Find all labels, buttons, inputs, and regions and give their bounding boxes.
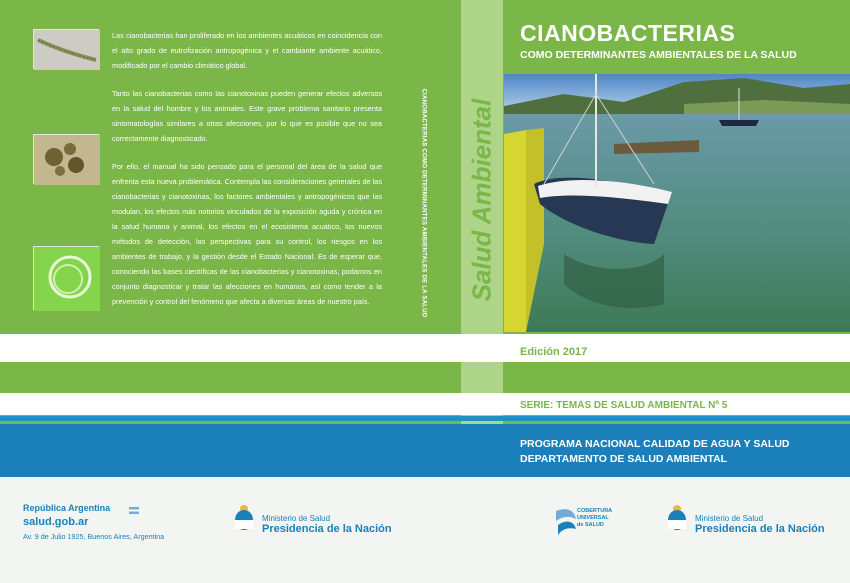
- spine-title-text: CIANOBACTERIAS COMO DETERMINANTES AMBIENTALES DE LA SALUD: [420, 88, 428, 318]
- programa-label: [520, 437, 790, 467]
- back-paragraph-1: Las cianobacterias han proliferado en los ambientes acuáticos en coincidencia con el alto grado de eutrofización antropogénica y el cambiante ambiente acuático, modificado por el cambio climático global.: [112, 31, 382, 70]
- cobertura-text: [577, 508, 612, 529]
- edition-label: Edición 2017: [520, 346, 588, 358]
- microscopy-image-spiral: [33, 246, 99, 310]
- spine-series-text: Salud Ambiental: [466, 98, 497, 302]
- cobertura-line-3: de SALUD: [577, 522, 604, 528]
- website-link[interactable]: salud.gob.ar: [23, 516, 89, 528]
- microscopy-image-filament: [33, 29, 99, 69]
- programa-line-2: DEPARTAMENTO DE SALUD AMBIENTAL: [520, 453, 728, 465]
- programa-line-1: PROGRAMA NACIONAL CALIDAD DE AGUA Y SALUD: [520, 438, 790, 450]
- cobertura-line-1: COBERTURA: [577, 508, 613, 514]
- footer: [0, 477, 850, 583]
- microscopy-image-colonies: [33, 134, 99, 184]
- ministerio-line-2: Presidencia de la Nación: [262, 523, 392, 535]
- coat-of-arms-icon: [233, 504, 255, 531]
- ministerio-line-1: Ministerio de Salud: [262, 514, 331, 523]
- back-paragraph-2: Tanto las cianobacterias como las cianotoxinas pueden generar efectos adversos en la salud del hombre y los animales. Este grave problema sanitario presenta sintomatologías similares a otras afecciones, por lo que es posible que no sea correctamente diagnosticado.: [112, 89, 382, 143]
- front-title: CIANOBACTERIAS: [520, 20, 736, 46]
- cobertura-line-2: UNIVERSAL: [577, 515, 609, 521]
- edition-band: [0, 334, 850, 362]
- argentina-flag-icon: [129, 507, 139, 514]
- front-subtitle: COMO DETERMINANTES AMBIENTALES DE LA SALUD: [520, 49, 797, 61]
- cover-photo-sailboat-lake: [504, 74, 850, 332]
- spine-title: [411, 83, 437, 323]
- ministerio-line-1-right: Ministerio de Salud: [695, 514, 764, 523]
- back-paragraph-3: Por ello, el manual ha sido pensado para el personal del área de la salud que enfrenta esta nueva problemática. Contempla las consideraciones generales de las cianobacterias y cianotoxinas, los factores ambientales y antropogénicos que las modulan, los efectos más notorios vinculados de la exposición aguda y crónica en la salud humana y animal, los efectos en el ecosistema acuático, los nuevos métodos de detección, las perspectivas para su control, los riesgos en los ambientes de trabajo, y la gestión desde el Estado Nacional. Es de esperar que, conociendo las bases científicas de las cianobacterias y cianotoxinas, podamos en conjunto diagnosticar y tratar las afecciones en humanos, así como tender a la prevención y control del fenómeno que afecta a diversas áreas de nuestro país.: [112, 162, 382, 306]
- address-text: Av. 9 de Julio 1925, Buenos Aires, Argentina: [23, 532, 165, 541]
- republica-label: República Argentina: [23, 503, 111, 513]
- coat-of-arms-icon: [666, 504, 688, 531]
- ministerio-line-2-right: Presidencia de la Nación: [695, 523, 825, 535]
- serie-label: SERIE: TEMAS DE SALUD AMBIENTAL Nº 5: [520, 400, 728, 411]
- blue-divider: [0, 416, 850, 421]
- back-cover-text: [112, 28, 382, 322]
